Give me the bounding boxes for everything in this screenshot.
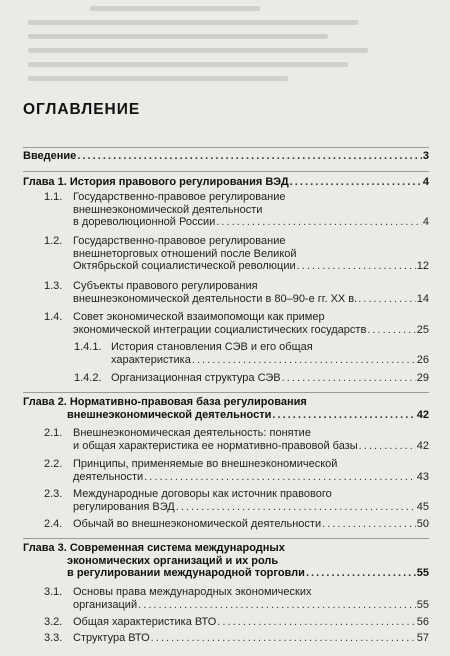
entry-line: внешнеэкономической деятельности	[73, 203, 263, 216]
chapter-title: Глава 3. Современная система международных	[23, 542, 285, 554]
section-number: 3.3.	[44, 632, 63, 644]
section-number: 3.2.	[44, 616, 63, 628]
entry-line: Основы права международных экономических	[73, 586, 312, 598]
section-number: 1.4.2.	[74, 372, 102, 384]
leader-dots	[192, 354, 416, 367]
toc-section-1-2[interactable]	[73, 235, 429, 273]
entry-line: Государственно-правовое регулирование	[73, 191, 286, 203]
chapter-title: Глава 1. История правового регулирования ВЭД	[23, 176, 289, 188]
entry-line: Совет экономической взаимопомощи как пример	[73, 311, 325, 323]
toc-section-2-1[interactable]	[73, 427, 429, 452]
chapter-title: экономических организаций и их роль	[67, 554, 279, 567]
entry-line: и общая характеристика ее нормативно-правовой базы	[73, 439, 358, 452]
chapter-title: внешнеэкономической деятельности	[67, 408, 272, 421]
toc-section-2-3[interactable]	[73, 488, 429, 513]
toc-section-1-3[interactable]	[73, 280, 429, 305]
entry-line: Государственно-правовое регулирование	[73, 235, 286, 247]
page-number: 29	[416, 372, 429, 384]
page-title: ОГЛАВЛЕНИЕ	[23, 101, 141, 118]
entry-line: организаций	[73, 598, 138, 611]
toc-entry-intro[interactable]	[23, 150, 429, 163]
page-number: 26	[416, 353, 429, 366]
page-number: 12	[416, 260, 429, 272]
chapter-title: Глава 2. Нормативно-правовая база регулирования	[23, 396, 307, 408]
entry-line: в дореволюционной России	[73, 216, 216, 228]
section-number: 3.1.	[44, 586, 63, 598]
entry-line: характеристика	[111, 353, 191, 366]
entry-title: Введение	[23, 150, 77, 162]
toc-section-3-1[interactable]	[73, 586, 429, 611]
page-number: 42	[416, 439, 429, 452]
section-number: 1.2.	[44, 235, 63, 247]
divider	[23, 147, 429, 148]
leader-dots	[322, 518, 416, 531]
entry-line: экономической интеграции социалистических государств	[73, 323, 367, 336]
leader-dots	[217, 616, 415, 629]
leader-dots	[144, 471, 416, 484]
entry-line: Структура ВТО	[73, 632, 150, 644]
section-number: 2.2.	[44, 458, 63, 470]
toc-section-3-2[interactable]	[73, 616, 429, 629]
page-number: 4	[422, 216, 429, 228]
leader-dots	[367, 324, 415, 337]
section-number: 1.4.	[44, 311, 63, 323]
leader-dots	[306, 567, 416, 580]
page-number: 57	[416, 632, 429, 644]
page-number: 43	[416, 470, 429, 483]
toc-section-3-3[interactable]	[73, 632, 429, 645]
leader-dots	[151, 632, 416, 645]
leader-dots	[138, 599, 416, 612]
toc-section-2-2[interactable]	[73, 458, 429, 483]
leader-dots	[359, 440, 416, 453]
leader-dots	[77, 150, 422, 163]
divider	[23, 538, 429, 539]
entry-line: внешнеторговых отношений после Великой	[73, 247, 297, 260]
section-number: 1.4.1.	[74, 341, 102, 353]
entry-line: Общая характеристика ВТО	[73, 616, 217, 628]
toc-chapter-1[interactable]	[23, 176, 429, 189]
entry-line: Субъекты правового регулирования	[73, 280, 258, 292]
page-number: 56	[416, 616, 429, 628]
entry-line: внешнеэкономической деятельности в 80–90-е гг. XX в.	[73, 292, 358, 305]
section-number: 2.1.	[44, 427, 63, 439]
leader-dots	[297, 260, 416, 273]
divider	[23, 392, 429, 393]
leader-dots	[282, 372, 416, 385]
entry-line: Международные договоры как источник правового	[73, 488, 332, 500]
entry-line: регулирования ВЭД	[73, 500, 175, 513]
entry-line: Внешнеэкономическая деятельность: понятие	[73, 427, 311, 439]
entry-line: деятельности	[73, 470, 144, 483]
entry-line: Октябрьской социалистической революции	[73, 260, 296, 272]
entry-line: Принципы, применяемые во внешнеэкономической	[73, 458, 338, 470]
entry-line: Обычай во внешнеэкономической деятельности	[73, 518, 322, 530]
leader-dots	[272, 409, 415, 422]
entry-line: Организационная структура СЭВ	[111, 372, 281, 384]
toc-chapter-2[interactable]	[23, 396, 429, 421]
entry-line: История становления СЭВ и его общая	[111, 341, 313, 353]
page-number: 50	[416, 518, 429, 530]
toc-section-1-1[interactable]	[73, 191, 429, 229]
leader-dots	[290, 176, 422, 189]
leader-dots	[176, 501, 416, 514]
page-number: 45	[416, 500, 429, 513]
page-number: 4	[422, 176, 429, 188]
leader-dots	[216, 216, 422, 229]
page-number: 55	[416, 567, 429, 579]
toc-section-1-4-2[interactable]	[111, 372, 429, 385]
page-number: 3	[422, 150, 429, 162]
section-number: 2.3.	[44, 488, 63, 500]
section-number: 2.4.	[44, 518, 63, 530]
toc-section-1-4-1[interactable]	[111, 341, 429, 366]
chapter-title: в регулировании международной торговли	[67, 567, 305, 579]
page-number: 14	[416, 292, 429, 305]
toc-section-1-4[interactable]	[73, 311, 429, 336]
page-number: 25	[416, 323, 429, 336]
page-number: 55	[416, 598, 429, 611]
toc-chapter-3[interactable]	[23, 542, 429, 580]
section-number: 1.3.	[44, 280, 63, 292]
leader-dots	[358, 293, 416, 306]
page-number: 42	[416, 408, 429, 421]
section-number: 1.1.	[44, 191, 63, 203]
divider	[23, 171, 429, 172]
toc-section-2-4[interactable]	[73, 518, 429, 531]
